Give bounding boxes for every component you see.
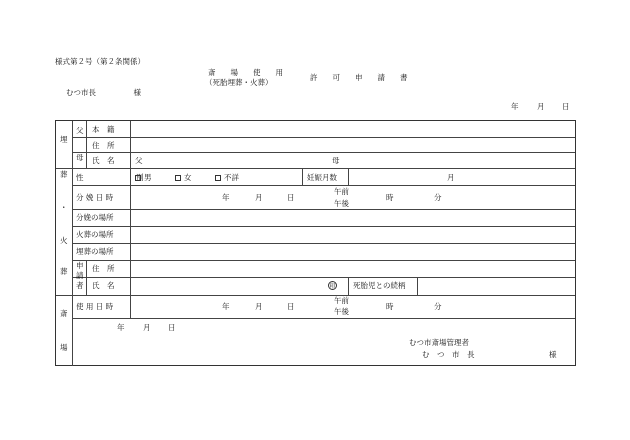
usage-year: 年 — [222, 302, 230, 311]
applicant-label-2: 請 — [76, 271, 84, 280]
usage-hour: 時 — [386, 302, 394, 311]
approval-year: 年 — [117, 323, 125, 332]
sex-female-option[interactable]: 女 — [175, 174, 192, 182]
usage-pm: 午後 — [334, 307, 349, 316]
applicant-label-3: 者 — [76, 281, 84, 290]
unknown-checkbox[interactable] — [215, 175, 221, 181]
section-label-sou: 葬 — [60, 170, 68, 179]
usage-day: 日 — [287, 302, 295, 311]
cremation-place-label: 火葬の場所 — [76, 230, 114, 239]
male-checkbox[interactable] — [135, 175, 141, 181]
female-checkbox[interactable] — [175, 175, 181, 181]
delivery-year: 年 — [222, 193, 230, 202]
delivery-day: 日 — [287, 193, 295, 202]
title-line2: （死胎埋葬・火葬） — [205, 78, 273, 87]
mother-name-mark: 母 — [332, 156, 340, 165]
jusho-label: 住 所 — [92, 141, 115, 150]
section-label-dot: ・ — [60, 203, 68, 212]
honseki-label: 本 籍 — [92, 125, 115, 134]
relation-label: 死胎児との続柄 — [353, 281, 406, 290]
title-line1: 斎 場 使 用 — [208, 68, 283, 77]
delivery-datetime-label: 分 娩 日 時 — [76, 193, 114, 202]
burial-place-label: 埋葬の場所 — [76, 247, 114, 256]
delivery-minute: 分 — [434, 193, 442, 202]
mayor-title: む つ 市 長 — [422, 350, 475, 359]
section-label-ka: 火 — [60, 236, 68, 245]
mother-label: 母 — [76, 153, 84, 162]
father-label: 父 — [76, 126, 84, 135]
usage-am: 午前 — [334, 296, 349, 305]
application-form — [55, 120, 576, 366]
delivery-place-label: 分娩の場所 — [76, 213, 114, 222]
sex-unknown-option[interactable]: 不詳 — [215, 174, 239, 182]
applicant-jusho-label: 住 所 — [92, 264, 115, 273]
delivery-pm: 午後 — [334, 199, 349, 208]
title-right: 許 可 申 請 書 — [310, 73, 408, 82]
delivery-month: 月 — [255, 193, 263, 202]
mayor-sama: 様 — [549, 350, 557, 359]
form-number: 様式第２号（第２条関係） — [55, 57, 145, 66]
delivery-hour: 時 — [386, 193, 394, 202]
sex-male-option[interactable]: 男 — [135, 174, 152, 182]
applicant-label-1: 申 — [76, 261, 84, 270]
addressee: むつ市長 様 — [66, 88, 141, 97]
section-label-mai: 埋 — [60, 135, 68, 144]
sex-label: 性 別 — [76, 173, 144, 182]
usage-month: 月 — [255, 302, 263, 311]
applicant-shimei-label: 氏 名 — [92, 281, 115, 290]
section-label-jo: 場 — [60, 343, 68, 352]
manager-title: むつ市斎場管理者 — [409, 338, 469, 347]
header-date-day: 日 — [562, 102, 570, 111]
pregnancy-unit: 月 — [447, 173, 455, 182]
header-date-year: 年 — [511, 102, 519, 111]
seal-mark: 印 — [329, 283, 336, 290]
father-name-mark: 父 — [135, 156, 143, 165]
approval-month: 月 — [143, 323, 151, 332]
pregnancy-label: 妊娠月数 — [307, 173, 337, 182]
header-date-month: 月 — [537, 102, 545, 111]
usage-datetime-label: 使 用 日 時 — [76, 302, 114, 311]
delivery-am: 午前 — [334, 187, 349, 196]
section-label-sou2: 葬 — [60, 267, 68, 276]
usage-minute: 分 — [434, 302, 442, 311]
section-label-sai: 斎 — [60, 309, 68, 318]
approval-day: 日 — [168, 323, 176, 332]
shimei-label: 氏 名 — [92, 156, 115, 165]
